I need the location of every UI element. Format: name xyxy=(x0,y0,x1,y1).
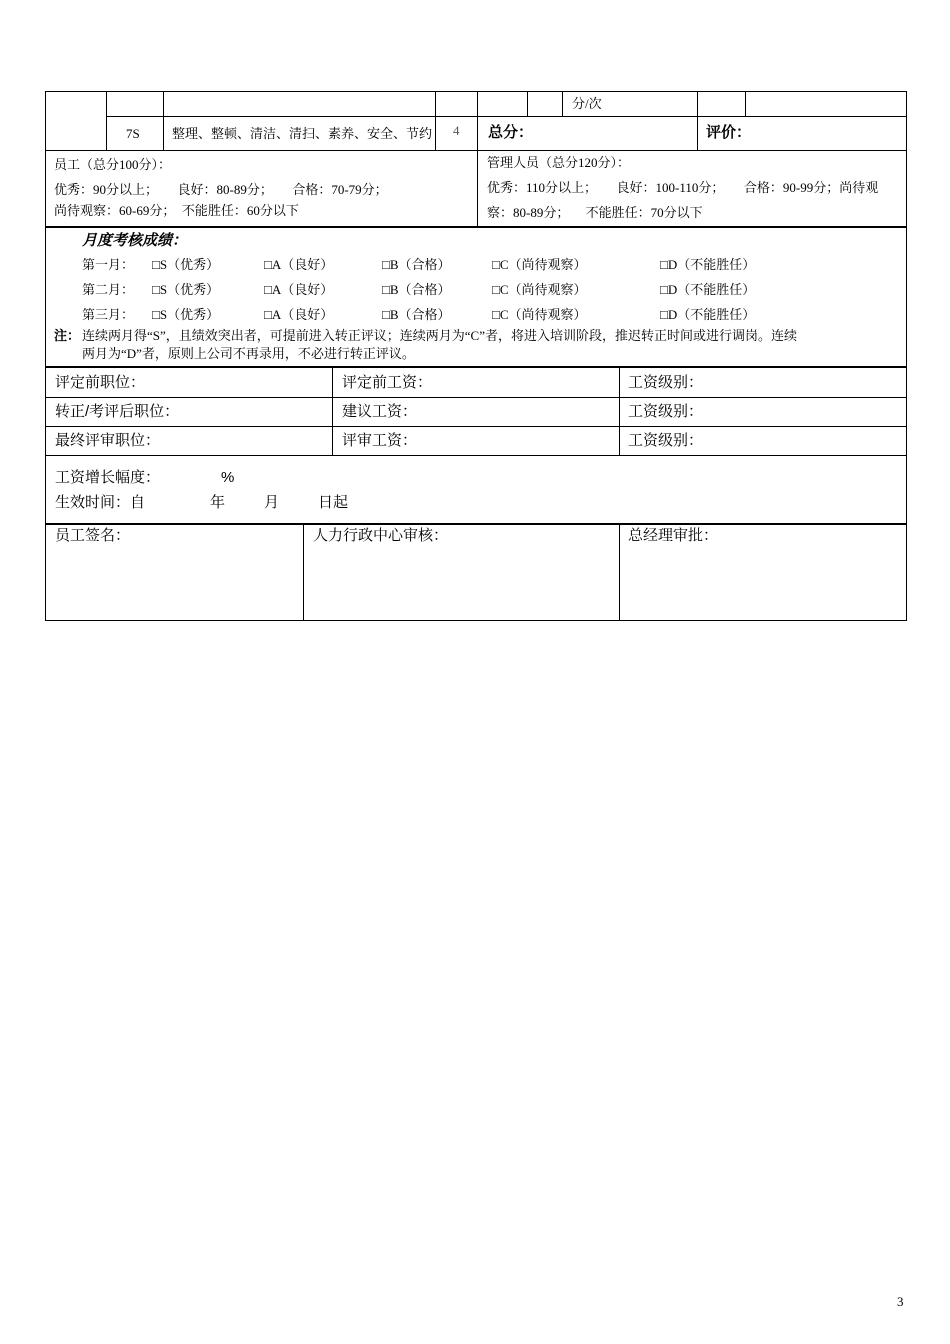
pre-position-label: 评定前职位： xyxy=(55,374,146,391)
effective-date-label: 生效时间：自 xyxy=(55,494,146,511)
suggested-salary-label: 建议工资： xyxy=(342,403,418,420)
month-2-option-d[interactable]: □D（不能胜任） xyxy=(660,282,756,297)
salary-increase-label: 工资增长幅度： xyxy=(55,469,161,486)
note-label: 注： xyxy=(54,328,81,343)
note-line-1: 连续两月得“S”，且绩效突出者，可提前进入转正评议；连续两月为“C”者，将进入培训阶段，推迟转正时间或进行调岗。连续 xyxy=(82,328,797,343)
month-3-option-s[interactable]: □S（优秀） xyxy=(152,307,220,322)
page-number: 3 xyxy=(897,1294,904,1309)
effective-day-label: 日起 xyxy=(318,494,349,511)
month-3-option-c[interactable]: □C（尚待观察） xyxy=(492,307,587,322)
unit-per-time: 分/次 xyxy=(572,96,602,111)
month-2-label: 第二月： xyxy=(82,282,135,297)
employee-signature-label: 员工签名： xyxy=(55,527,131,544)
month-3-label: 第三月： xyxy=(82,307,135,322)
month-1-option-d[interactable]: □D（不能胜任） xyxy=(660,257,756,272)
month-1-option-b[interactable]: □B（合格） xyxy=(382,257,451,272)
manager-standard-title: 管理人员（总分120分）： xyxy=(487,155,631,170)
effective-year-label: 年 xyxy=(210,494,226,511)
month-1-label: 第一月： xyxy=(82,257,135,272)
month-3-option-a[interactable]: □A（良好） xyxy=(264,307,334,322)
employee-standard-line2: 尚待观察：60-69分； 不能胜任：60分以下 xyxy=(54,203,299,218)
month-2-option-c[interactable]: □C（尚待观察） xyxy=(492,282,587,297)
hr-review-label: 人力行政中心审核： xyxy=(313,527,449,544)
month-2-option-a[interactable]: □A（良好） xyxy=(264,282,334,297)
employee-standard-title: 员工（总分100分）： xyxy=(54,157,172,172)
pre-salary-label: 评定前工资： xyxy=(342,374,433,391)
month-1-option-s[interactable]: □S（优秀） xyxy=(152,257,220,272)
evaluation-label: 评价： xyxy=(706,124,752,141)
item-score: 4 xyxy=(453,123,460,138)
item-code: 7S xyxy=(126,126,140,141)
month-3-option-d[interactable]: □D（不能胜任） xyxy=(660,307,756,322)
month-1-option-a[interactable]: □A（良好） xyxy=(264,257,334,272)
manager-standard-line2: 察：80-89分； 不能胜任：70分以下 xyxy=(487,205,703,220)
employee-standard-line1: 优秀：90分以上； 良好：80-89分； 合格：70-79分； xyxy=(54,182,388,197)
review-salary-label: 评审工资： xyxy=(342,432,418,449)
note-line-2: 两月为“D”者，原则上公司不再录用，不必进行转正评议。 xyxy=(82,346,415,361)
monthly-title: 月度考核成绩： xyxy=(82,232,188,249)
total-score-label: 总分： xyxy=(488,124,534,141)
effective-month-label: 月 xyxy=(264,494,280,511)
percent-sign: % xyxy=(221,469,235,486)
item-description: 整理、整顿、清洁、清扫、素养、安全、节约 xyxy=(172,126,433,141)
final-position-label: 最终评审职位： xyxy=(55,432,161,449)
month-1-option-c[interactable]: □C（尚待观察） xyxy=(492,257,587,272)
post-position-label: 转正/考评后职位： xyxy=(55,403,180,420)
month-3-option-b[interactable]: □B（合格） xyxy=(382,307,451,322)
salary-grade-label-2: 工资级别： xyxy=(628,403,704,420)
manager-standard-line1: 优秀：110分以上； 良好：100-110分； 合格：90-99分；尚待观 xyxy=(487,180,879,195)
month-2-option-b[interactable]: □B（合格） xyxy=(382,282,451,297)
month-2-option-s[interactable]: □S（优秀） xyxy=(152,282,220,297)
salary-grade-label-3: 工资级别： xyxy=(628,432,704,449)
salary-grade-label-1: 工资级别： xyxy=(628,374,704,391)
gm-approval-label: 总经理审批： xyxy=(628,527,719,544)
